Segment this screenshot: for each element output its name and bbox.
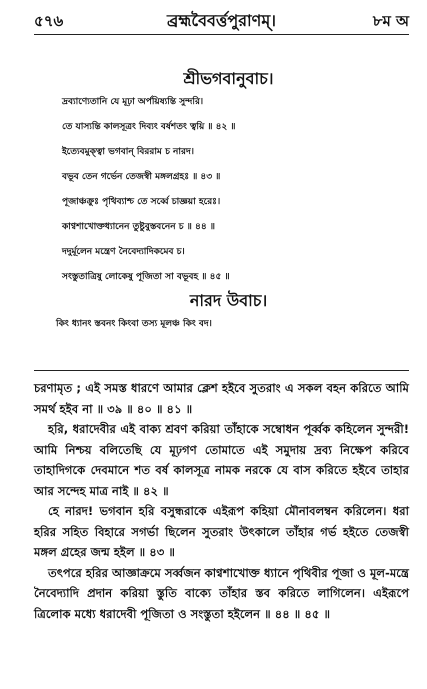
verse-line: সংস্তুতাত্রিষু লোকেষু পূজিতা সা বভূবহ ॥ ৪৫ ॥: [62, 272, 230, 282]
header-rule: [34, 34, 409, 35]
verse-heading-narada: নারদ উবাচ।: [189, 291, 268, 310]
translation-paragraph: হে নারদ! ভগবান হরি বসুন্ধরাকে এইরূপ কহিয়া মৌনাবলম্বন করিলেন। ধরা হরির সহিত বিহারে সগর্ভা ছিলেন সুতরাং উৎকালে তাঁহার গর্ভ হইতে তেজস্বী মঙ্গল গ্রহের জন্ম হইল ॥ ৪৩ ॥: [34, 504, 409, 559]
sanskrit-verses: [56, 68, 401, 337]
section-rule: [34, 370, 409, 371]
bengali-translation: [34, 378, 409, 624]
translation-paragraph: চরণামৃত ; এই সমস্ত ধারণে আমার ক্লেশ হইবে সুতরাং এ সকল বহন করিতে আমি সমর্থ হইব না ॥ ৩৯ ॥ ৪০ ॥ ৪১ ॥: [34, 381, 409, 416]
verse-line: বভূব তেন গর্ভেন তেজস্বী মঙ্গলগ্রহঃ ॥ ৪৩ ॥: [62, 172, 221, 182]
verse-line-last: কিং ধ্যানং স্তবনং কিংবা তস্য মূলঞ্চ কিং বদ।: [56, 319, 212, 329]
translation-paragraph: হরি, ধরাদেবীর এই বাক্য শ্রবণ করিয়া তাঁহাকে সম্বোধন পূর্ব্বক কহিলেন সুন্দরী! আমি নিশ্চয় বলিতেছি যে মূঢ়গণ তোমাতে এই সমুদায় দ্রব্য নিক্ষেপ করিবে তাহাদিগকে দেবমানে শত বর্ষ কালসূত্র নামক নরকে যে বাস করিতে হইবে তাহার আর সন্দেহ মাত্র নাই ॥ ৪২ ॥: [34, 422, 409, 498]
running-title: ব্রহ্মবৈবর্ত্তপুরাণম্।: [167, 11, 276, 30]
verse-line: ইত্যেবমুক্ত্বা ভগবান্ বিররাম চ নারদ।: [62, 147, 194, 157]
verse-line: কাণ্বশাখোক্তধ্যানেন তুষ্টুবুস্তবনেন চ ॥ ৪৪ ॥: [62, 222, 215, 232]
verse-line: তে যাস্যন্তি কালসূত্রং দিব্যং বর্ষশতং ত্বয়ি ॥ ৪২ ॥: [62, 122, 236, 132]
translation-paragraph: তৎপরে হরির আজ্ঞাক্রমে সর্ব্বজন কাণ্বশাখোক্ত ধ্যানে পৃথিবীর পূজা ও মূল-মন্ত্রে নৈবেদ্যাদি প্রদান করিয়া স্তুতি বাক্যে তাঁহার স্তব করিতে লাগিলেন। এইরূপে ত্রিলোক মধ্যে ধরাদেবী পূজিতা ও সংস্তুতা হইলেন ॥ ৪৪ ॥ ৪৫ ॥: [34, 565, 409, 621]
verse-line: দ্রব্যাণ্যেতানি যে মূঢ়া অর্পয়িষ্যন্তি সুন্দরি।: [62, 97, 204, 107]
verse-line: পূজাঞ্চক্রুঃ পৃথিব্যাশ্চ তে সর্ব্বে চাজ্ঞয়া হরেঃ।: [62, 197, 221, 207]
verse-line: দদুর্মূলেন মন্ত্রেণ নৈবেদ্যাদিকমেব চ।: [62, 247, 185, 257]
verse-heading-bhagavan: শ্রীভগবানুবাচ।: [183, 69, 274, 88]
chapter-label: ৮ম অ: [372, 12, 409, 30]
page-header: [34, 8, 409, 34]
page-number: ৫৭৬: [34, 12, 64, 30]
